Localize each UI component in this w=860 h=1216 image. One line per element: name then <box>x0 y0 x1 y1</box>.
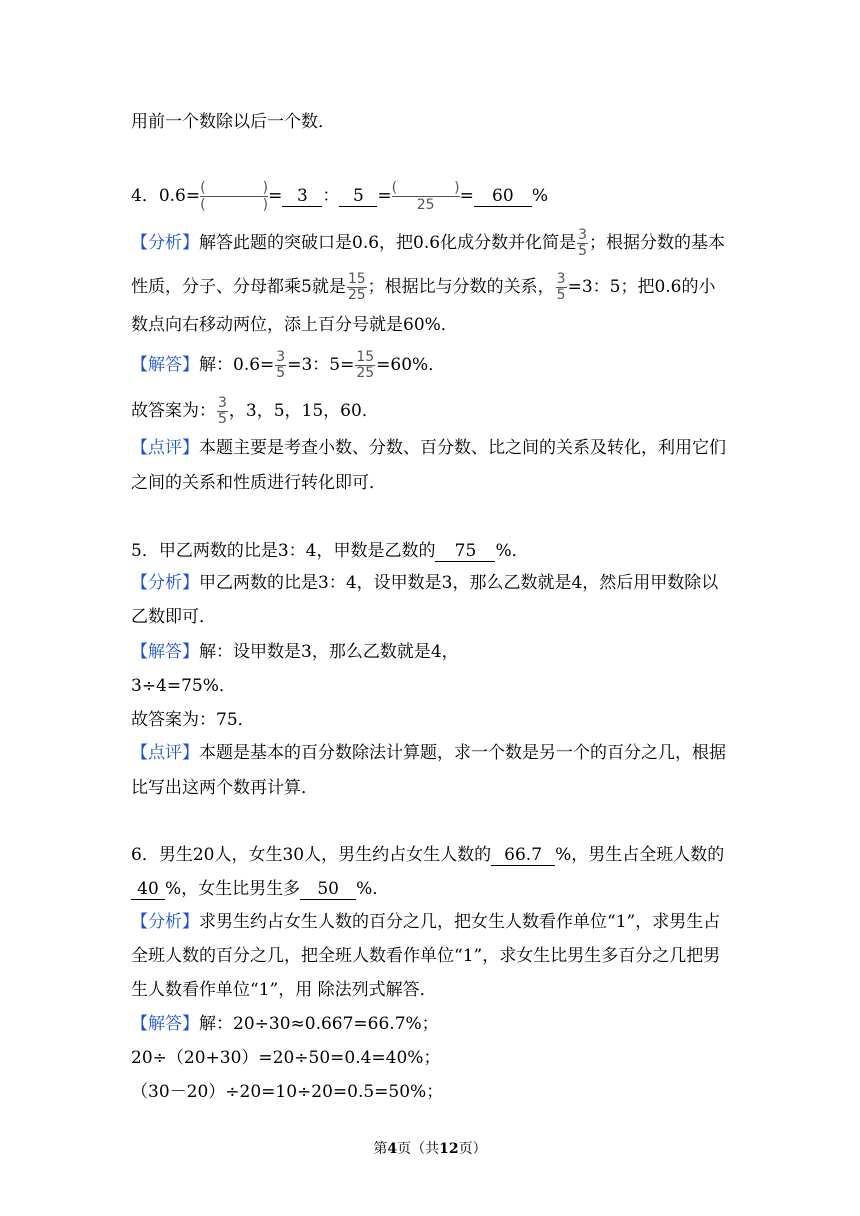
q5-comment-line-2: 比写出这两个数再计算． <box>131 778 318 798</box>
answer-blank: 66.7 <box>491 845 555 866</box>
comment-tag: 【点评】 <box>131 438 199 458</box>
q5-answer-line-2: 3÷4=75%． <box>131 676 236 696</box>
paren-fraction: ( ) ( ) <box>200 180 269 213</box>
q5-comment-line-1: 【点评】本题是基本的百分数除法计算题，求一个数是另一个的百分之几，根据 <box>131 743 726 763</box>
fraction-3-5: $\frac{3}{5}$ <box>556 271 566 303</box>
q4-analysis-line-3: 数点向右移动两位，添上百分号就是60%． <box>131 315 458 335</box>
answer-blank: 60 <box>474 186 532 207</box>
q6-stem-line-2: 40 %，女生比男生多 50 %． <box>131 878 389 900</box>
q4-analysis-line-2: 性质，分子、分母都乘5就是 $\frac{15}{25}$ ；根据比与分数的关系， $\frac{3}{5}$ =3：5；把0.6的小 <box>131 271 716 303</box>
q4-final: 故答案为： $\frac{3}{5}$ ，3，5，15，60． <box>131 395 379 427</box>
answer-tag: 【解答】 <box>131 642 199 662</box>
q5-analysis-line-1: 【分析】甲乙两数的比是3：4，设甲数是3，那么乙数就是4，然后用甲数除以 <box>131 573 719 593</box>
analysis-tag: 【分析】 <box>131 912 199 932</box>
q6-analysis-line-1: 【分析】求男生约占女生人数的百分之几，把女生人数看作单位“1”，求男生占 <box>131 912 721 932</box>
answer-blank: 5 <box>339 186 377 207</box>
q4-answer: 【解答】解：0.6= $\frac{3}{5}$ =3：5= $\frac{15}{25}$ =60%． <box>131 349 446 381</box>
analysis-tag: 【分析】 <box>131 573 199 593</box>
q5-final: 故答案为：75． <box>131 710 255 730</box>
fraction-15-25: $\frac{15}{25}$ <box>356 349 375 381</box>
q6-answer-line-3: （30－20）÷20=10÷20=0.5=50%； <box>131 1082 444 1102</box>
total-pages: 12 <box>439 1141 459 1157</box>
comment-tag: 【点评】 <box>131 743 199 763</box>
answer-blank: 50 <box>300 879 356 900</box>
q4-comment-line-1: 【点评】本题主要是考查小数、分数、百分数、比之间的关系及转化，利用它们 <box>131 438 726 458</box>
answer-blank: 40 <box>131 879 165 900</box>
answer-tag: 【解答】 <box>131 355 199 375</box>
fraction-3-5: $\frac{3}{5}$ <box>578 227 587 259</box>
q5-analysis-line-2: 乙数即可． <box>131 607 216 627</box>
intro-line: 用前一个数除以后一个数． <box>131 112 335 132</box>
q4-analysis-line-1: 【分析】解答此题的突破口是0.6，把0.6化成分数并化简是 $\frac{3}{5}$ ；根据分数的基本 <box>131 227 725 259</box>
q6-analysis-line-3: 生人数看作单位“1”，用 除法列式解答． <box>131 980 437 1000</box>
q6-stem-line-1: 6．男生20人，女生30人，男生约占女生人数的 66.7 %，男生占全班人数的 <box>131 845 725 865</box>
fraction-15-25: $\frac{15}{25}$ <box>347 271 366 303</box>
q6-analysis-line-2: 全班人数的百分之几，把全班人数看作单位“1”，求女生比男生多百分之几把男 <box>131 946 721 966</box>
q5-stem: 5．甲乙两数的比是3：4，甲数是乙数的 75 %． <box>131 541 529 561</box>
page-footer: 第4页（共12页） <box>373 1141 487 1157</box>
q4-comment-line-2: 之间的关系和性质进行转化即可． <box>131 473 386 493</box>
answer-blank: 3 <box>282 186 322 207</box>
paren-fraction: ( ) 25 <box>391 180 460 213</box>
fraction-3-5: $\frac{3}{5}$ <box>218 395 227 427</box>
fraction-3-5: $\frac{3}{5}$ <box>276 349 286 381</box>
answer-blank: 75 <box>435 541 495 562</box>
q5-answer-line-1: 【解答】解：设甲数是3，那么乙数就是4， <box>131 642 459 662</box>
q6-answer-line-1: 【解答】解：20÷30≈0.667=66.7%； <box>131 1014 439 1034</box>
page-number: 4 <box>387 1141 398 1157</box>
q4-stem: 4．0.6= ( ) ( ) = 3 ： 5 = ( ) 25 = 60 % <box>131 180 549 213</box>
analysis-tag: 【分析】 <box>131 233 199 253</box>
answer-tag: 【解答】 <box>131 1014 199 1034</box>
q6-answer-line-2: 20÷（20+30）=20÷50=0.4=40%； <box>131 1048 441 1068</box>
